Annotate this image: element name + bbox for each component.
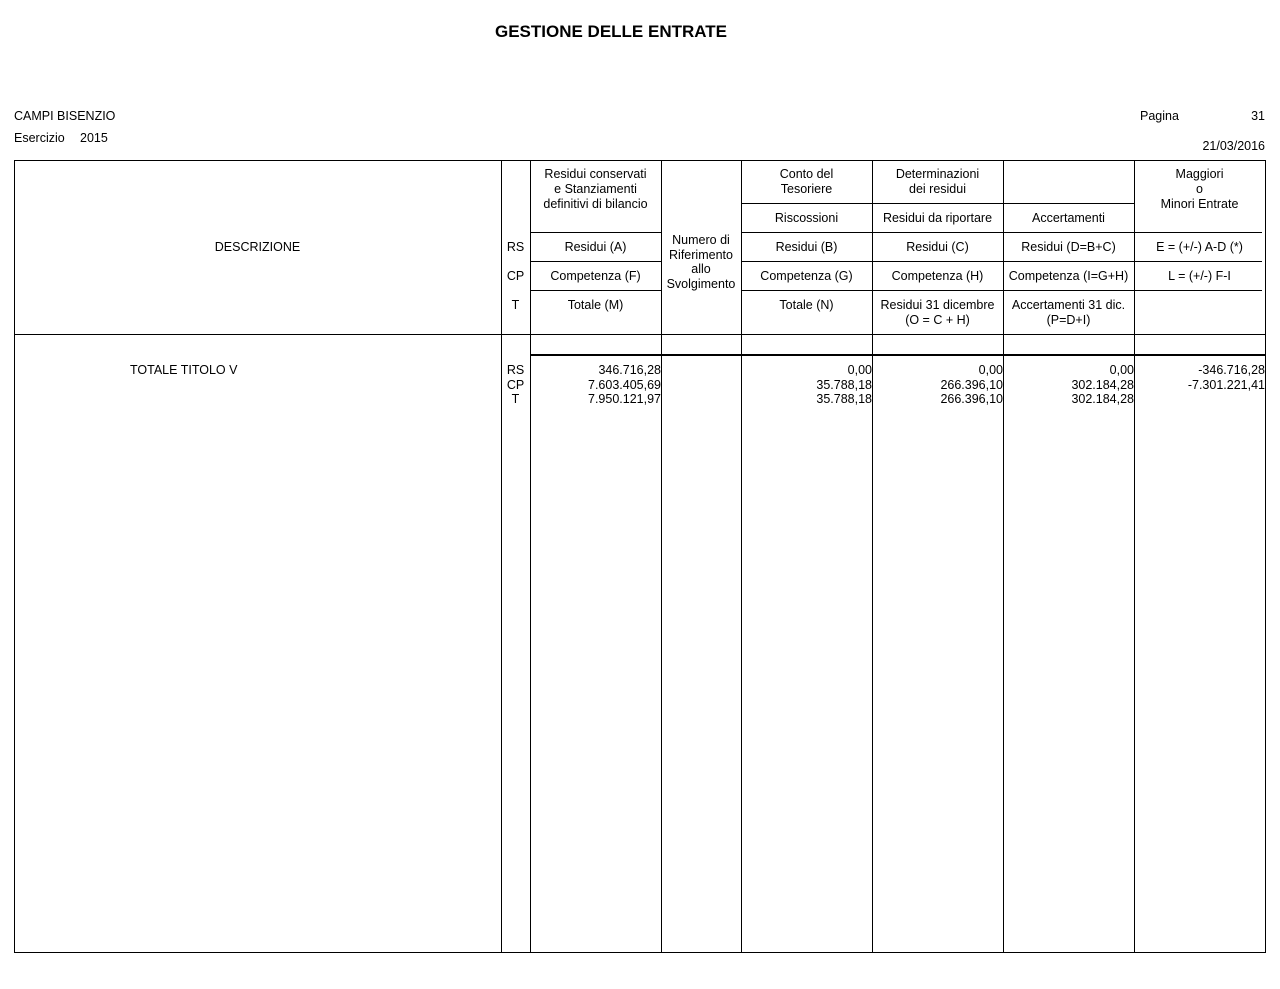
header-col-d-t: Accertamenti 31 dic. (P=D+I) xyxy=(1011,298,1126,327)
row-values-c: 0,00 266.396,10 266.396,10 xyxy=(940,363,1003,406)
header-col-c-cp: Competenza (H) xyxy=(891,269,984,283)
header-divider xyxy=(741,203,1134,204)
row-values-e: -346.716,28 -7.301.221,41 xyxy=(1187,363,1265,392)
header-bottom-line xyxy=(14,334,1266,335)
esercizio-label: Esercizio xyxy=(14,131,65,145)
page-number: 31 xyxy=(1251,109,1265,123)
header-col-b-rs: Residui (B) xyxy=(775,240,838,254)
table-border-right xyxy=(1265,160,1266,953)
table-border-top xyxy=(14,160,1266,161)
header-col-d-cp: Competenza (I=G+H) xyxy=(1008,269,1129,283)
header-col-e-title: Maggiori o Minori Entrate xyxy=(1160,167,1239,211)
header-code-cp: CP xyxy=(506,269,525,283)
header-divider xyxy=(741,232,1262,233)
header-col-b-cp: Competenza (G) xyxy=(760,269,853,283)
header-numero-riferimento: Numero di Riferimento allo Svolgimento xyxy=(666,233,736,291)
header-divider xyxy=(741,290,1262,291)
row-values-a: 346.716,28 7.603.405,69 7.950.121,97 xyxy=(588,363,661,406)
header-col-b-t: Totale (N) xyxy=(779,298,834,312)
entity-name: CAMPI BISENZIO xyxy=(14,109,116,123)
header-col-b-sub: Riscossioni xyxy=(774,211,839,225)
header-col-c-rs: Residui (C) xyxy=(906,240,969,254)
esercizio-year: 2015 xyxy=(80,131,108,145)
header-col-a-cp: Competenza (F) xyxy=(550,269,641,283)
body-top-line xyxy=(530,354,1266,356)
table-border-left xyxy=(14,160,15,953)
header-col-c-title: Determinazioni dei residui xyxy=(895,167,980,196)
header-col-e-cp: L = (+/-) F-I xyxy=(1168,269,1231,283)
header-col-a-title: Residui conservati e Stanziamenti definitivi di bilancio xyxy=(543,167,648,211)
header-col-a-rs: Residui (A) xyxy=(564,240,627,254)
page-label: Pagina xyxy=(1140,109,1179,123)
header-col-a-t: Totale (M) xyxy=(567,298,624,312)
row-codes: RS CP T xyxy=(506,363,525,406)
header-descrizione: DESCRIZIONE xyxy=(214,240,301,254)
header-code-t: T xyxy=(511,298,520,312)
header-col-c-t: Residui 31 dicembre (O = C + H) xyxy=(880,298,995,327)
row-values-b: 0,00 35.788,18 35.788,18 xyxy=(816,363,872,406)
header-col-b-title: Conto del Tesoriere xyxy=(779,167,834,196)
table-border-bottom xyxy=(14,952,1266,953)
header-col-d-rs: Residui (D=B+C) xyxy=(1021,240,1116,254)
header-code-rs: RS xyxy=(506,240,525,254)
report-date: 21/03/2016 xyxy=(1202,139,1265,153)
header-divider xyxy=(530,261,661,262)
header-divider xyxy=(530,232,661,233)
report-title: GESTIONE DELLE ENTRATE xyxy=(494,22,728,41)
header-col-c-sub: Residui da riportare xyxy=(882,211,993,225)
row-label: TOTALE TITOLO V xyxy=(130,363,238,377)
header-col-e-rs: E = (+/-) A-D (*) xyxy=(1156,240,1243,254)
header-divider xyxy=(741,261,1262,262)
header-divider xyxy=(530,290,661,291)
header-col-d-sub: Accertamenti xyxy=(1032,211,1105,225)
row-values-d: 0,00 302.184,28 302.184,28 xyxy=(1071,363,1134,406)
